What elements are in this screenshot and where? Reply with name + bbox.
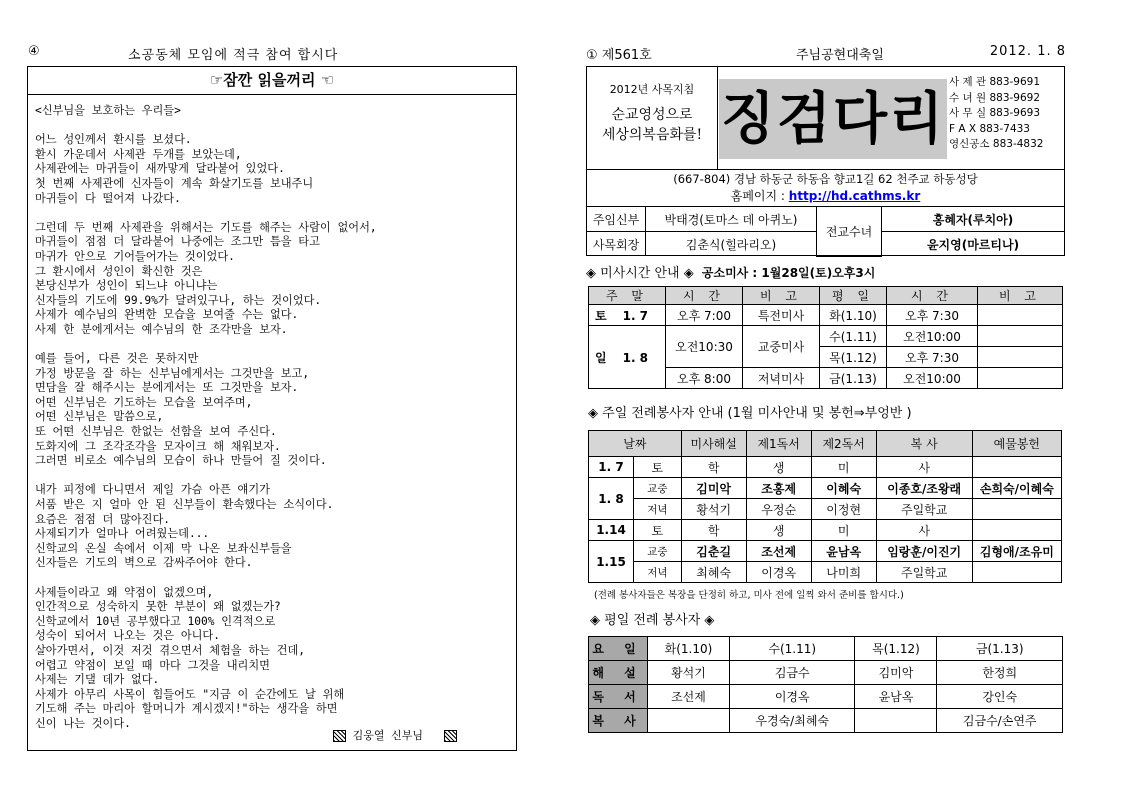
table-cell: 금(1.13) — [820, 368, 887, 389]
table-cell: 저녁 — [634, 499, 682, 520]
essay-line: 마귀들이 점점 더 달라붙어 나중에는 조그만 틈을 타고 — [35, 235, 320, 249]
row-label: 해 설 — [589, 661, 648, 685]
essay-line: 환시 가운데서 사제관 두개를 보았는데, — [35, 147, 242, 161]
table-cell: 이종호/조왕래 — [876, 478, 972, 499]
table-cell: 저녁 — [634, 562, 682, 583]
sister-name: 홍혜자(루치아) — [882, 207, 1065, 232]
essay-line: 신자들의 기도에 99.9%가 달려있구나, 하는 것이었다. — [35, 293, 322, 307]
essay-line — [35, 571, 510, 586]
essay-line: 가정 방문을 잘 하는 신부님에게서는 그것만을 보고, — [35, 366, 310, 380]
table-cell: 미 — [811, 520, 876, 541]
table-cell: 교중 — [634, 478, 682, 499]
essay-line: 신자들은 기도의 벽으로 감싸주어야 한다. — [35, 556, 253, 570]
essay-line: 신학교의 온실 속에서 이제 막 나온 보좌신부들을 — [35, 541, 292, 555]
essay-line: 신학교에서 10년 공부했다고 100% 인격적으로 — [35, 614, 276, 628]
table-cell: 조선제 — [648, 685, 730, 709]
issue-number: ① 제561호 — [586, 48, 652, 63]
essay-line: 그러면 비로소 예수님의 모습이 하나 만들어 질 것이다. — [35, 454, 327, 468]
row-label: 복 사 — [589, 709, 648, 733]
table-cell: 오후 7:30 — [887, 347, 978, 368]
mass-title-text: ◈ 미사시간 안내 ◈ — [586, 266, 694, 281]
mission-mass-note: 공소미사 : 1월28일(토)오후3시 — [701, 266, 876, 280]
sister-label: 전교수녀 — [817, 207, 882, 257]
contact-list — [949, 75, 1064, 153]
table-cell: 오후 7:30 — [887, 305, 978, 326]
president-label: 사목회장 — [587, 232, 646, 257]
table-cell: 토 — [634, 520, 682, 541]
mass-schedule-table — [588, 286, 1063, 389]
contact-row: 수 녀 원 883-9692 — [949, 91, 1041, 104]
sunday-servers-table — [588, 430, 1062, 583]
table-cell — [972, 562, 1061, 583]
essay-line: 사제되기가 얼마나 어려웠는데... — [35, 527, 210, 541]
table-cell: 사 — [876, 457, 972, 478]
table-header: 비 고 — [743, 287, 820, 305]
essay-line: 사제는 기댈 데가 없다. — [35, 673, 160, 687]
table-cell: 생 — [746, 457, 811, 478]
table-cell: 학 — [681, 457, 746, 478]
essay-line — [35, 338, 510, 353]
essay-line: 그런데 두 번째 사제관을 위해서는 기도를 해주는 사람이 없어서, — [35, 220, 377, 234]
table-cell: 토 — [634, 457, 682, 478]
table-cell: 황석기 — [648, 661, 730, 685]
signature-text: 김웅열 신부님 — [352, 729, 424, 742]
newsletter-logo: 징검다리 — [719, 79, 947, 159]
issue-date: 2012. 1. 8 — [989, 44, 1066, 59]
sun-cell: 일 1. 8 — [589, 326, 666, 389]
weekday-section-title: ◈ 평일 전례 봉사자 ◈ — [590, 613, 715, 628]
table-cell: 윤남옥 — [855, 685, 937, 709]
table-header: 예물봉헌 — [972, 431, 1061, 457]
motto-text — [587, 105, 717, 145]
table-cell: 김미악 — [855, 661, 937, 685]
table-cell: 교중 — [634, 541, 682, 562]
table-cell — [978, 368, 1063, 389]
table-header: 제2독서 — [811, 431, 876, 457]
table-cell: 우정순 — [746, 499, 811, 520]
table-cell: 주일학교 — [876, 499, 972, 520]
table-cell: 사 — [876, 520, 972, 541]
motto-line: 순교영성으로 — [611, 107, 693, 123]
essay-line: 사제들이라고 왜 약점이 없겠으며, — [35, 585, 214, 599]
staff-table — [587, 206, 1064, 257]
essay-line: 어떤 신부님은 기도하는 모습을 보여주며, — [35, 395, 253, 409]
table-cell: 김형애/조유미 — [972, 541, 1061, 562]
table-cell: 김금수 — [729, 661, 855, 685]
contact-row: 사 무 실 883-9693 — [949, 107, 1041, 119]
contact-row: F A X 883-7433 — [949, 122, 1030, 135]
table-cell: 손희숙/이혜숙 — [972, 478, 1061, 499]
table-cell — [978, 305, 1063, 326]
essay-line: 사제 한 분에게서는 예수님의 한 조각만을 보자. — [35, 322, 288, 336]
homepage-link[interactable]: http://hd.cathms.kr — [788, 189, 921, 203]
essay-line: 본당신부가 성인이 되느냐 아니냐는 — [35, 279, 218, 293]
essay-line: 또 어떤 신부님은 한없는 선함을 보여 주신다. — [35, 425, 277, 439]
table-cell: 화(1.10) — [820, 305, 887, 326]
homepage-label: 홈페이지 : — [730, 189, 789, 203]
table-cell — [978, 326, 1063, 347]
ornament-block-icon — [444, 730, 457, 742]
table-cell: 최혜숙 — [681, 562, 746, 583]
essay-line: 그 환시에서 성인이 확신한 것은 — [35, 264, 203, 278]
table-cell: 저녁미사 — [743, 368, 820, 389]
essay-line: 기도해 주는 마리아 할머니가 계시겠지!"하는 생각을 하면 — [35, 702, 338, 716]
table-cell: 한정희 — [937, 661, 1063, 685]
table-cell: 1.15 — [589, 541, 634, 583]
essay-line — [35, 469, 510, 484]
left-page-header — [28, 44, 518, 64]
ornament-block-icon — [333, 730, 346, 742]
table-header: 미사해설 — [681, 431, 746, 457]
table-cell: 특전미사 — [743, 305, 820, 326]
table-cell — [972, 499, 1061, 520]
masthead — [586, 66, 1065, 256]
table-cell: 나미희 — [811, 562, 876, 583]
table-header: 시 간 — [887, 287, 978, 305]
table-cell: 수(1.11) — [820, 326, 887, 347]
table-cell: 김춘길 — [681, 541, 746, 562]
table-cell: 김금수/손연주 — [937, 709, 1063, 733]
essay-text — [35, 104, 510, 732]
essay-line: 마귀가 안으로 기어들어가는 것이었다. — [35, 249, 235, 263]
table-cell: 임랑훈/이진기 — [876, 541, 972, 562]
table-cell: 1. 7 — [589, 457, 634, 478]
essay-line: 인간적으로 성숙하지 못한 부분이 왜 없겠는가? — [35, 600, 281, 614]
sat-cell: 토 1. 7 — [589, 305, 666, 326]
mass-section-title — [586, 262, 875, 281]
table-cell: 1.14 — [589, 520, 634, 541]
reading-box — [27, 66, 517, 751]
table-header: 비 고 — [978, 287, 1063, 305]
essay-signature — [333, 727, 457, 743]
table-cell — [855, 709, 937, 733]
pastor-label: 주임신부 — [587, 207, 646, 232]
weekday-servers-table — [588, 636, 1063, 733]
table-cell: 교중미사 — [743, 326, 820, 368]
sister-name: 윤지영(마르티나) — [882, 232, 1065, 257]
table-cell: 황석기 — [681, 499, 746, 520]
contact-row: 영신공소 883-4832 — [949, 138, 1044, 150]
essay-line: <신부님을 보호하는 우리들> — [35, 104, 181, 117]
table-cell: 학 — [681, 520, 746, 541]
table-cell: 목(1.12) — [855, 637, 937, 661]
essay-line: 살아가면서, 이것 저것 겪으면서 체험을 하는 건데, — [35, 643, 306, 657]
essay-line: 마귀들이 다 떨어져 나갔다. — [35, 191, 181, 205]
right-page-header — [586, 44, 1066, 64]
row-label: 독 서 — [589, 685, 648, 709]
essay-line: 신이 나는 것이다. — [35, 716, 131, 730]
table-cell: 이경옥 — [746, 562, 811, 583]
contact-row: 사 제 관 883-9691 — [949, 76, 1041, 88]
table-cell: 오후 8:00 — [666, 368, 743, 389]
table-cell: 김미악 — [681, 478, 746, 499]
essay-line — [35, 206, 510, 221]
table-cell: 주일학교 — [876, 562, 972, 583]
table-header: 시 간 — [666, 287, 743, 305]
reading-title: ☞잠깐 읽을꺼리 ☜ — [28, 67, 516, 95]
table-cell: 미 — [811, 457, 876, 478]
motto-year: 2012년 사목지침 — [609, 83, 695, 96]
table-header: 평 일 — [820, 287, 887, 305]
table-cell: 윤남옥 — [811, 541, 876, 562]
table-cell: 이정현 — [811, 499, 876, 520]
essay-line: 도화지에 그 조각조각을 모자이크 해 채워보자. — [35, 439, 281, 453]
essay-line: 성숙이 되어서 나오는 것은 아니다. — [35, 629, 220, 643]
table-cell — [972, 520, 1061, 541]
table-cell: 강인숙 — [937, 685, 1063, 709]
homepage-row — [587, 187, 1064, 204]
essay-line: 사제가 예수님의 완벽한 모습을 보여줄 수는 없다. — [35, 308, 299, 322]
table-cell: 1. 8 — [589, 478, 634, 520]
table-cell: 이혜숙 — [811, 478, 876, 499]
essay-line: 어느 성인께서 환시를 보셨다. — [35, 133, 192, 147]
table-cell: 금(1.13) — [937, 637, 1063, 661]
left-page-number: ④ — [28, 44, 40, 59]
table-header: 주 말 — [589, 287, 666, 305]
table-cell: 오후 7:00 — [666, 305, 743, 326]
essay-line: 내가 피정에 다니면서 제일 가슴 아픈 얘기가 — [35, 483, 270, 497]
left-slogan: 소공동체 모임에 적극 참여 합시다 — [128, 48, 339, 63]
essay-line — [35, 119, 510, 134]
table-cell: 우경숙/최혜숙 — [729, 709, 855, 733]
essay-line: 어떤 신부님은 말씀으로, — [35, 410, 164, 424]
table-cell — [972, 457, 1061, 478]
pastoral-motto — [587, 67, 718, 169]
service-section-title: ◈ 주일 전례봉사자 안내 (1월 미사안내 및 봉헌⇒부엉반 ) — [588, 406, 912, 421]
table-cell: 수(1.11) — [729, 637, 855, 661]
president-name: 김춘식(힐라리오) — [646, 232, 817, 257]
table-cell: 화(1.10) — [648, 637, 730, 661]
essay-line: 예를 들어, 다른 것은 못하지만 — [35, 352, 199, 366]
essay-line: 사제관에는 마귀들이 새까맣게 달라붙어 있었다. — [35, 162, 285, 176]
table-cell — [978, 347, 1063, 368]
table-cell: 생 — [746, 520, 811, 541]
table-cell: 조선제 — [746, 541, 811, 562]
table-cell — [648, 709, 730, 733]
table-cell: 이경옥 — [729, 685, 855, 709]
table-cell: 목(1.12) — [820, 347, 887, 368]
essay-line: 면담을 잘 해주시는 분에게서는 또 그것만을 보자. — [35, 381, 299, 395]
table-header: 제1독서 — [746, 431, 811, 457]
essay-line: 사제가 아무리 사목이 힘들어도 "지금 이 순간에도 날 위해 — [35, 687, 345, 701]
table-cell: 조홍제 — [746, 478, 811, 499]
feast-title: 주님공현대축일 — [796, 48, 884, 63]
pastor-name: 박태경(토마스 데 아퀴노) — [646, 207, 817, 232]
essay-line: 어렵고 약점이 보일 때 마다 그것을 내리치면 — [35, 658, 270, 672]
essay-line: 첫 번째 사제관에 신자들이 계속 화살기도를 보내주니 — [35, 176, 314, 190]
church-address: (667-804) 경남 하동군 하동읍 향교1길 62 천주교 하동성당 — [673, 172, 978, 186]
motto-line: 세상의복음화를! — [601, 127, 703, 143]
essay-line: 요즘은 점점 더 많아진다. — [35, 512, 171, 526]
essay-line: 서품 받은 지 얼마 안 된 신부들이 환속했다는 소식이다. — [35, 498, 334, 512]
row-label: 요 일 — [589, 637, 648, 661]
table-cell: 오전10:30 — [666, 326, 743, 368]
table-cell: 오전10:00 — [887, 368, 978, 389]
table-cell: 오전10:00 — [887, 326, 978, 347]
table-header: 복 사 — [876, 431, 972, 457]
servers-note: (전례 봉사자들은 복장을 단정히 하고, 미사 전에 일찍 와서 준비를 합시다.) — [594, 590, 904, 601]
table-header: 날짜 — [589, 431, 682, 457]
